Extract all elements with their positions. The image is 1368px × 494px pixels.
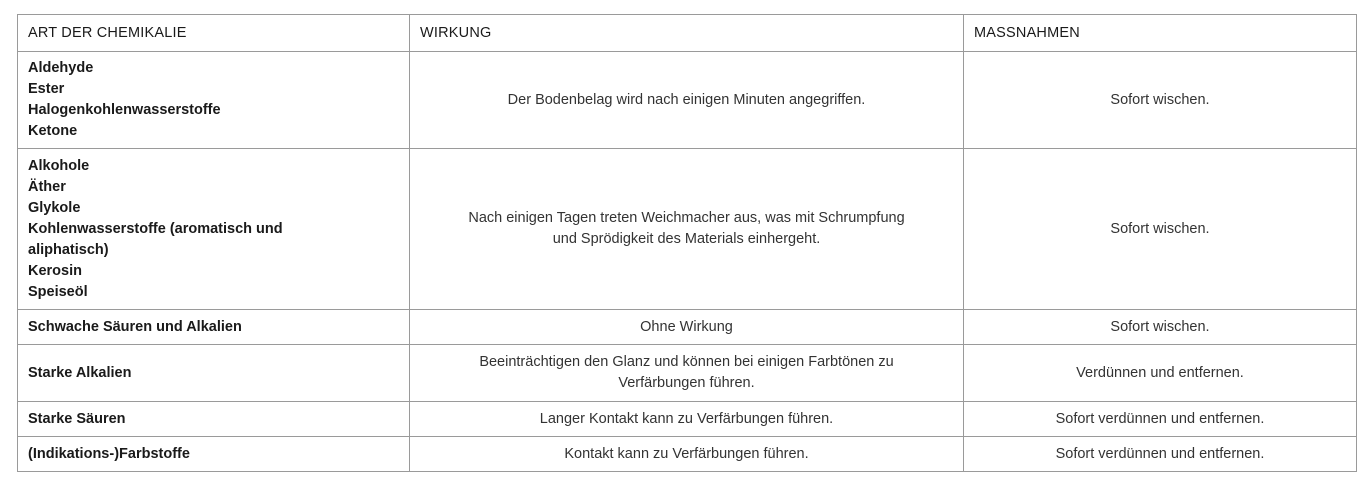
- effect-cell: [410, 345, 964, 402]
- chemical-name: Aldehyde: [28, 60, 94, 76]
- chemical-name: Ester: [28, 81, 65, 97]
- table-row: [18, 310, 1357, 345]
- chemical-name: Schwache Säuren und Alkalien: [28, 318, 242, 335]
- effect-text: und Sprödigkeit des Materials einhergeht.: [552, 231, 821, 247]
- effect-cell: [410, 437, 964, 472]
- measure-cell: Sofort wischen.: [964, 310, 1357, 345]
- chemical-cell: [18, 437, 410, 472]
- effect-text: Kontakt kann zu Verfärbungen führen.: [564, 445, 809, 462]
- chemical-cell: [18, 345, 410, 402]
- chemical-name: Speiseöl: [28, 283, 88, 300]
- effect-cell: [410, 149, 964, 310]
- header-measures: MASSNAHMEN: [964, 15, 1357, 52]
- header-chemical-type: ART DER CHEMIKALIE: [18, 15, 410, 52]
- chemical-cell: [18, 310, 410, 345]
- effect-text: Verfärbungen führen.: [618, 375, 755, 391]
- chemical-name: Kohlenwasserstoffe (aromatisch und: [28, 220, 283, 237]
- effect-text: Der Bodenbelag wird nach einigen Minuten angegriffen.: [507, 91, 866, 108]
- table-row: [18, 149, 1357, 310]
- chemical-cell: [18, 52, 410, 149]
- chemical-name: (Indikations-)Farbstoffe: [28, 445, 190, 462]
- chemical-name: Äther: [28, 178, 66, 195]
- chemical-name: Ketone: [28, 123, 78, 139]
- effect-text: Beeinträchtigen den Glanz und können bei einigen Farbtönen zu: [479, 354, 894, 370]
- effect-text: Nach einigen Tagen treten Weichmacher aus, was mit Schrumpfung: [468, 210, 905, 226]
- measure-cell: Sofort verdünnen und entfernen.: [964, 437, 1357, 472]
- chemical-cell: [18, 402, 410, 437]
- effect-cell: [410, 402, 964, 437]
- table-row: [18, 52, 1357, 149]
- effect-text: Ohne Wirkung: [640, 318, 733, 335]
- table-row: [18, 402, 1357, 437]
- chemical-name: aliphatisch): [28, 241, 109, 258]
- chemical-name: Starke Säuren: [28, 410, 126, 427]
- measure-cell: Sofort wischen.: [964, 52, 1357, 149]
- table-header-row: [18, 15, 1357, 52]
- chemical-name: Alkohole: [28, 157, 90, 174]
- chemical-name: Halogenkohlenwasserstoffe: [28, 102, 221, 118]
- effect-text: Langer Kontakt kann zu Verfärbungen führen.: [539, 410, 834, 427]
- chemical-name: Kerosin: [28, 262, 82, 279]
- header-effect: WIRKUNG: [410, 15, 964, 52]
- table-row: [18, 437, 1357, 472]
- chemical-cell: [18, 149, 410, 310]
- table-row: [18, 345, 1357, 402]
- measure-cell: Sofort wischen.: [964, 149, 1357, 310]
- measure-cell: Verdünnen und entfernen.: [964, 345, 1357, 402]
- chemical-name: Starke Alkalien: [28, 364, 132, 381]
- measure-cell: Sofort verdünnen und entfernen.: [964, 402, 1357, 437]
- effect-cell: [410, 310, 964, 345]
- chemical-name: Glykole: [28, 199, 81, 216]
- chemical-resistance-table: [17, 14, 1357, 472]
- effect-cell: [410, 52, 964, 149]
